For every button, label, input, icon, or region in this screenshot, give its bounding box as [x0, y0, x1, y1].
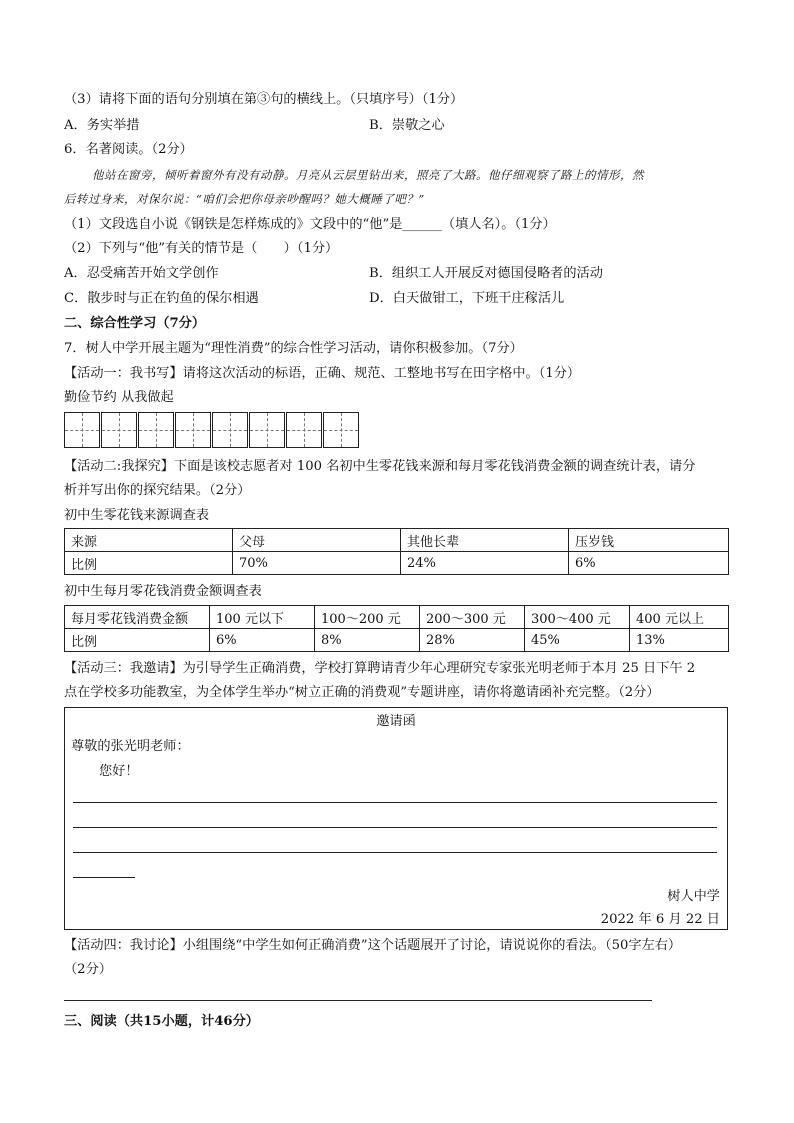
q5-3-option-b: B．崇敬之心: [369, 118, 445, 133]
invitation-salutation: 尊敬的张光明老师：: [71, 739, 190, 754]
grid-cell[interactable]: [175, 412, 211, 448]
table1-caption: 初中生零花钱来源调查表: [64, 508, 210, 523]
q5-3-option-a: A．务实举措: [64, 118, 140, 133]
q7-stem: 7．树人中学开展主题为“理性消费”的综合性学习活动，请你积极参加。（7分）: [64, 341, 523, 356]
answer-line[interactable]: [73, 877, 135, 878]
q6-option-a: A．忍受痛苦开始文学创作: [64, 266, 219, 281]
grid-cell[interactable]: [286, 412, 322, 448]
q5-3-stem: （3）请将下面的语句分别填在第③句的横线上。（只填序号）（1分）: [64, 92, 464, 107]
activity4-line2: （2分）: [64, 962, 112, 977]
activity3-line2: 点在学校多功能教室，为全体学生举办“树立正确的消费观”专题讲座，请你将邀请函补充完整。（2分）: [64, 685, 660, 700]
activity3-line1: 【活动三：我邀请】为引导学生正确消费，学校打算聘请青少年心理研究专家张光明老师于本月 25 日下午 2: [64, 661, 696, 676]
table-row: [65, 606, 729, 629]
activity2-line2: 析并写出你的探究结果。（2分）: [64, 483, 251, 498]
q6-option-c: C．散步时与正在钓鱼的保尔相遇: [64, 291, 259, 306]
q6-option-d: D．白天做钳工，下班干庄稼活儿: [369, 291, 565, 306]
table-cell: 每月零花钱消费金额: [65, 606, 210, 629]
table-cell: 28%: [420, 629, 525, 652]
table-cell: 70%: [233, 552, 401, 575]
table-row: [65, 629, 729, 652]
table-cell: 压岁钱: [569, 529, 729, 552]
table-cell: 8%: [315, 629, 420, 652]
activity1: 【活动一：我书写】请将这次活动的标语，正确、规范、工整地书写在田字格中。（1分）: [64, 366, 581, 381]
slogan: 勤俭节约 从我做起: [64, 390, 174, 405]
grid-cell[interactable]: [212, 412, 248, 448]
table-cell: 200～300 元: [420, 606, 525, 629]
answer-line[interactable]: [73, 852, 717, 853]
grid-cell[interactable]: [101, 412, 137, 448]
answer-line[interactable]: [64, 1000, 652, 1001]
activity2-line1: 【活动二:我探究】下面是该校志愿者对 100 名初中生零花钱来源和每月零花钱消费金额的调查统计表，请分: [64, 459, 696, 474]
invitation-title: 邀请函: [376, 714, 416, 729]
table-cell: 来源: [65, 529, 233, 552]
monthly-spending-table: [64, 605, 729, 652]
table-row: [65, 529, 729, 552]
table-cell: 100 元以下: [210, 606, 315, 629]
table-cell: 比例: [65, 552, 233, 575]
table-cell: 父母: [233, 529, 401, 552]
table-cell: 其他长辈: [401, 529, 569, 552]
table-cell: 13%: [630, 629, 729, 652]
q6-option-b: B．组织工人开展反对德国侵略者的活动: [369, 266, 603, 281]
tianzige-grid[interactable]: [64, 412, 360, 448]
invitation-box: [64, 707, 728, 930]
table-cell: 100～200 元: [315, 606, 420, 629]
q6-title: 6．名著阅读。（2分）: [64, 142, 193, 157]
grid-cell[interactable]: [64, 412, 100, 448]
table-cell: 6%: [210, 629, 315, 652]
invitation-date: 2022 年 6 月 22 日: [600, 912, 720, 927]
grid-cell[interactable]: [323, 412, 359, 448]
table-cell: 300～400 元: [525, 606, 630, 629]
invitation-greeting: 您好！: [99, 764, 139, 779]
grid-cell[interactable]: [138, 412, 174, 448]
table-cell: 6%: [569, 552, 729, 575]
table-cell: 400 元以上: [630, 606, 729, 629]
q6-quote-line2: 后转过身来，对保尔说：“咱们会把你母亲吵醒吗？她大概睡了吧？”: [64, 192, 425, 206]
invitation-signature: 树人中学: [667, 889, 720, 904]
table2-caption: 初中生每月零花钱消费金额调查表: [64, 584, 262, 599]
answer-line[interactable]: [73, 802, 717, 803]
table-cell: 比例: [65, 629, 210, 652]
table-cell: 45%: [525, 629, 630, 652]
table-row: [65, 552, 729, 575]
q6-sub1: （1）文段选自小说《钢铁是怎样炼成的》文段中的“他”是______（填人名）。（1分）: [64, 217, 556, 232]
q6-quote-line1: 他站在窗旁，倾听着窗外有没有动静。月亮从云层里钻出来，照亮了大路。他仔细观察了路上的情形，然: [92, 168, 644, 182]
table-cell: 24%: [401, 552, 569, 575]
section2-title: 二、综合性学习（7分）: [64, 316, 206, 331]
grid-cell[interactable]: [249, 412, 285, 448]
activity4-line1: 【活动四：我讨论】小组围绕“中学生如何正确消费”这个话题展开了讨论，请说说你的看法。（50字左右）: [64, 938, 682, 953]
q6-sub2: （2）下列与“他”有关的情节是（ ）（1分）: [64, 241, 339, 256]
answer-line[interactable]: [73, 827, 717, 828]
section3-title: 三、阅读（共15小题，计46分）: [64, 1014, 259, 1029]
money-source-table: [64, 528, 729, 575]
